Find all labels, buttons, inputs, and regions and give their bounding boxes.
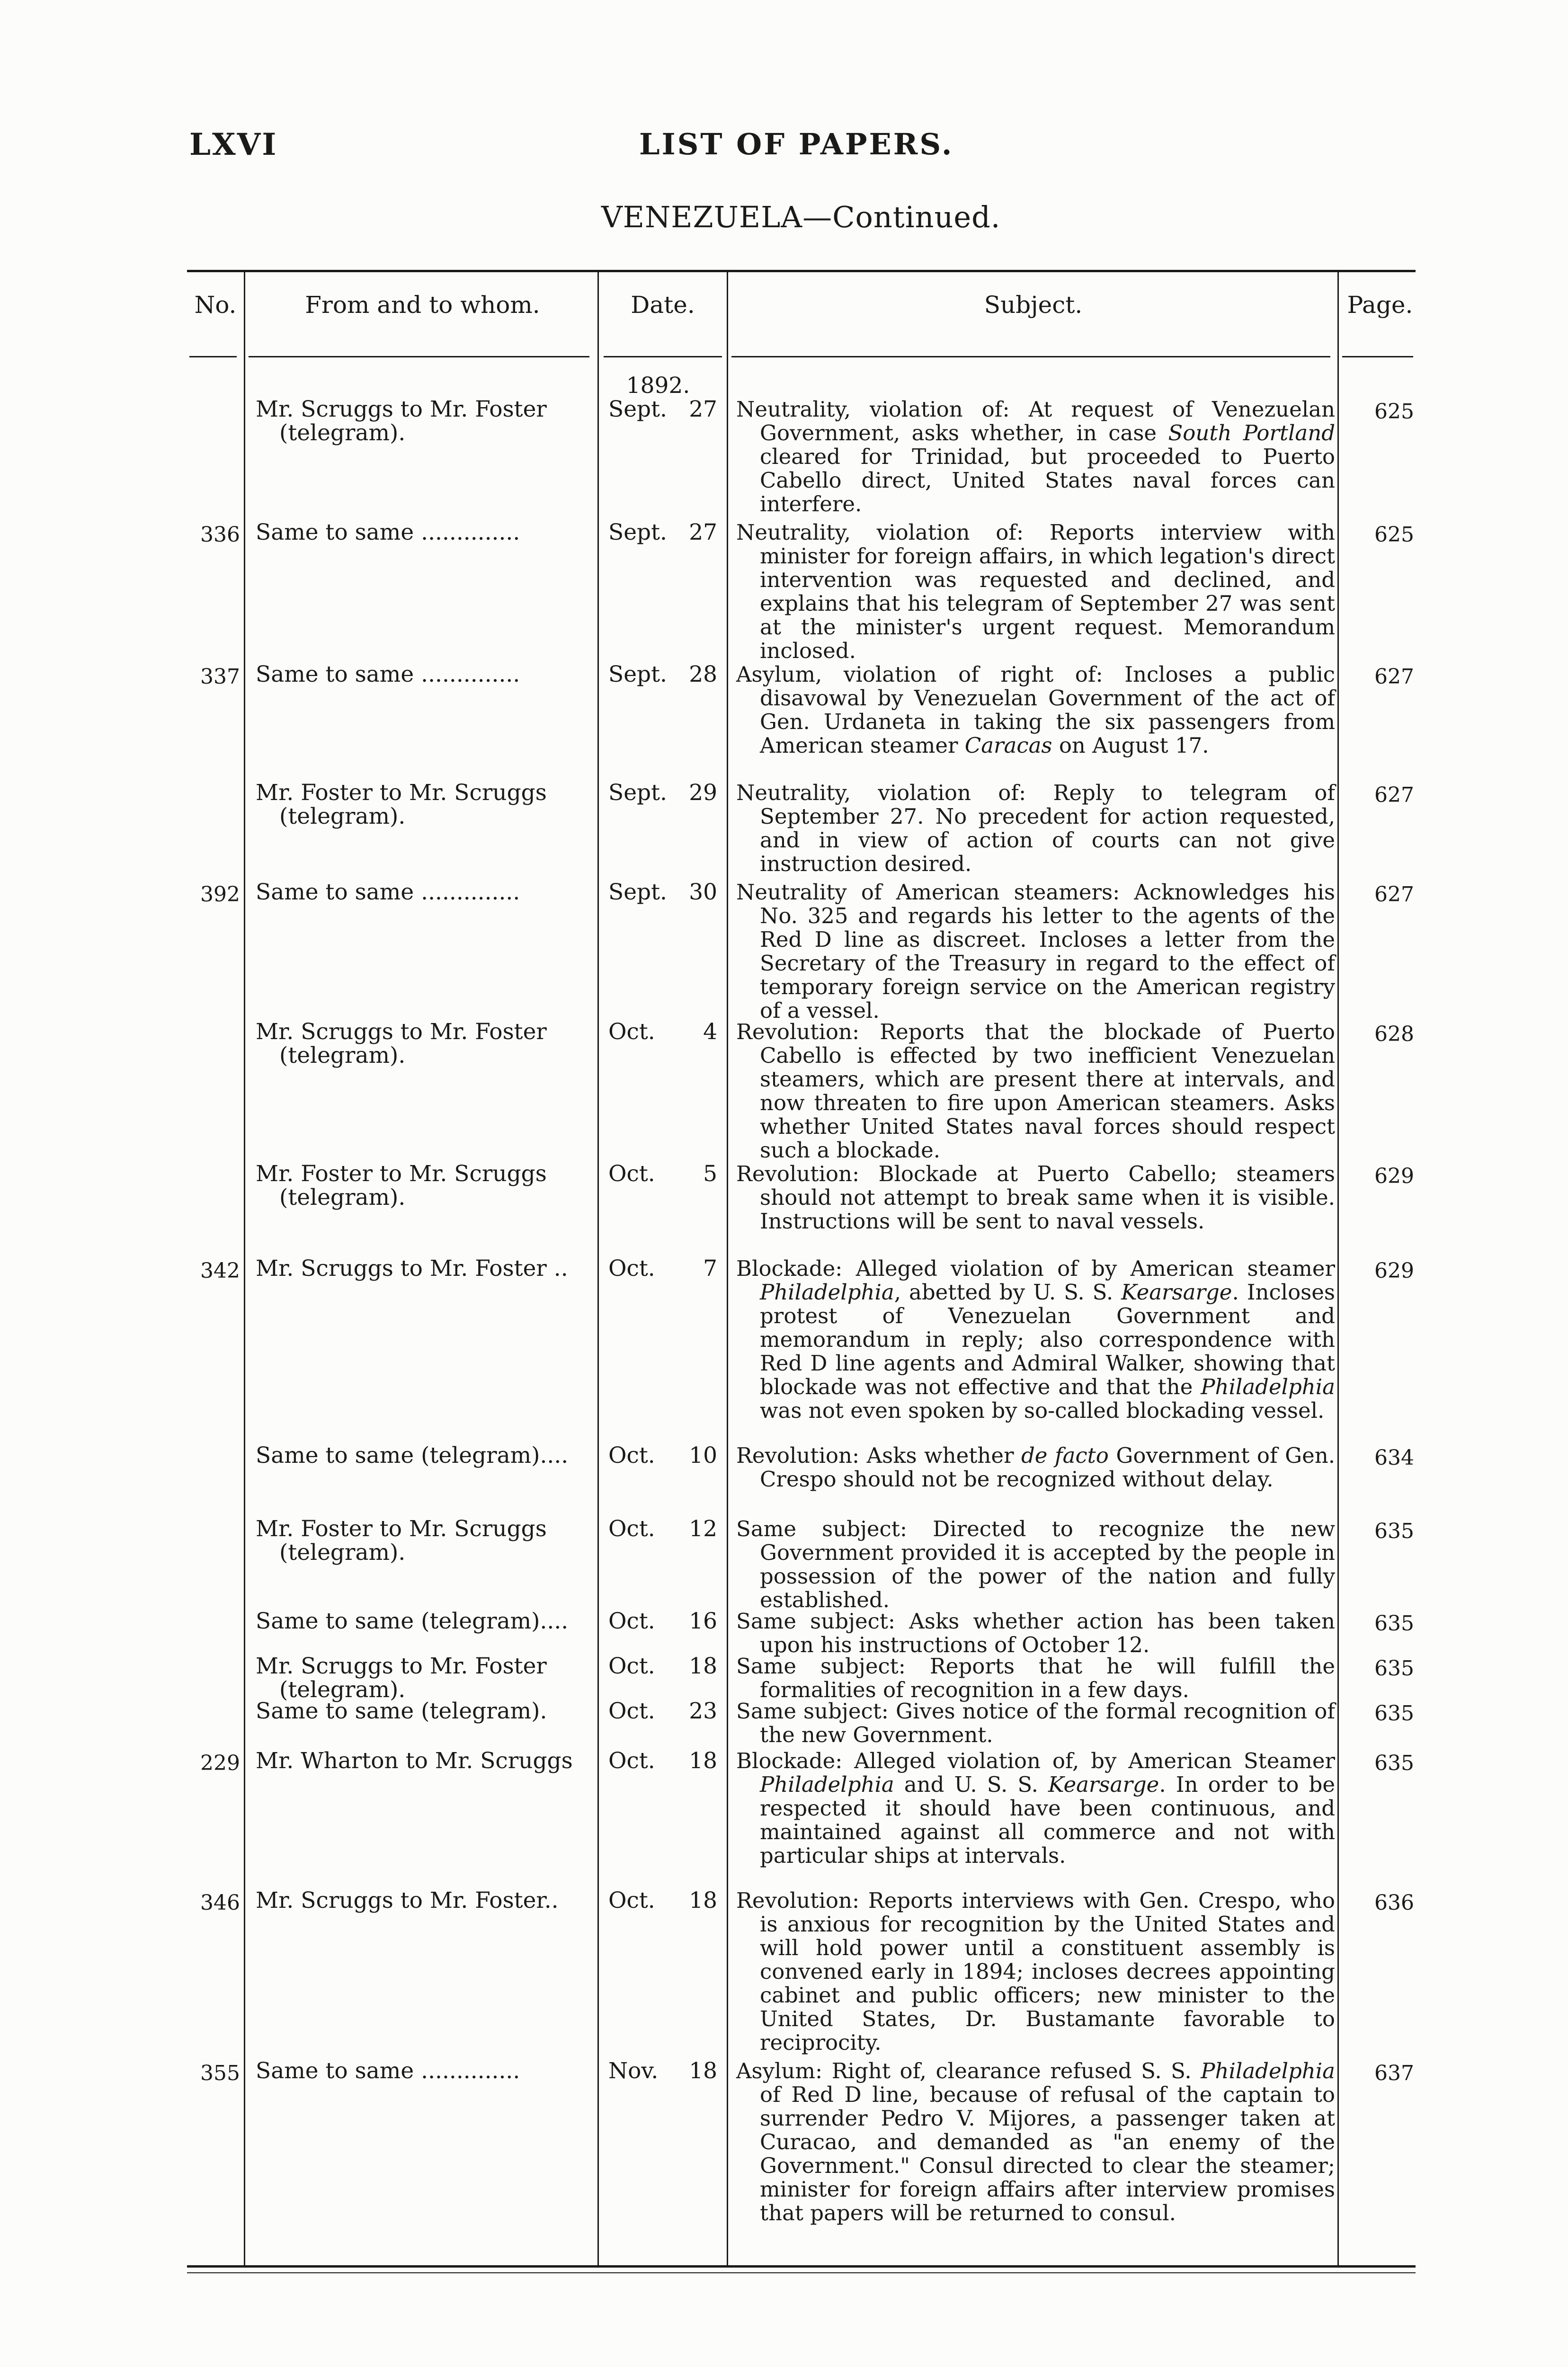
date-day: 16 (689, 1608, 717, 1634)
subject-text: Asylum: Right of, clearance refused S. S. Philadelphia of Red D line, because of refusal of the captain to surrender Pedro V. Mijores, a passenger taken at Curacao, and demanded as "an enemy of the Government." Consul directed to clear the steamer; minister for foreign affairs after interview promises that papers will be returned to consul. (736, 2058, 1335, 2225)
date-month: Sept. (608, 396, 667, 422)
from-line: Mr. Foster to Mr. Scruggs (256, 780, 547, 806)
from-to-whom (256, 1162, 587, 1210)
date-month: Oct. (608, 1019, 655, 1045)
from-line: Mr. Foster to Mr. Scruggs (256, 1516, 547, 1542)
from-line: Same to same .............. (256, 879, 520, 905)
page-number: 627 (1374, 665, 1414, 689)
page-number: 635 (1374, 1611, 1414, 1636)
from-to-whom (256, 2059, 587, 2083)
date-cell (608, 1700, 717, 1723)
from-to-whom (256, 663, 587, 686)
date-cell (608, 663, 717, 686)
from-line: Mr. Scruggs to Mr. Foster (256, 1019, 547, 1045)
from-to-whom (256, 1020, 587, 1068)
page-title: LIST OF PAPERS. (639, 127, 954, 161)
from-to-whom (256, 1257, 587, 1281)
date-month: Oct. (608, 1516, 655, 1542)
column-header-date: Date. (631, 291, 695, 319)
page-number: 627 (1374, 882, 1414, 907)
date-cell (608, 374, 717, 421)
column-header-from: From and to whom. (305, 291, 540, 319)
from-line: Same to same .............. (256, 661, 520, 687)
date-month: Nov. (608, 2058, 659, 2084)
column-header-no: No. (194, 291, 237, 319)
date-month: Oct. (608, 1887, 655, 1913)
from-to-whom (256, 398, 587, 445)
date-cell (608, 781, 717, 805)
date-cell (608, 2059, 717, 2083)
row-number: 337 (200, 665, 240, 689)
from-to-whom (256, 1700, 587, 1723)
from-to-whom (256, 1749, 587, 1773)
date-day: 27 (689, 396, 717, 422)
subject-text: Asylum, violation of right of: Incloses a public disavowal by Venezuelan Government of the act of Gen. Urdaneta in taking the six passengers from American steamer Caracas on August 17. (736, 662, 1335, 758)
page-number: 629 (1374, 1259, 1414, 1283)
from-line: (telegram). (279, 1042, 406, 1068)
page-number: 634 (1374, 1446, 1414, 1470)
from-to-whom (256, 1610, 587, 1633)
date-cell (608, 1444, 717, 1468)
subject-text: Revolution: Blockade at Puerto Cabello; steamers should not attempt to break same when it is visible. Instructions will be sent to naval vessels. (736, 1161, 1335, 1234)
date-day: 12 (689, 1516, 717, 1542)
page-number: 625 (1374, 523, 1414, 547)
subject-text: Neutrality, violation of: Reports interview with minister for foreign affairs, in which legation's direct intervention was requested and declined, and explains that his telegram of September 27 was sent at the minister's urgent request. Memorandum inclosed. (736, 520, 1335, 663)
from-line: Same to same (telegram).... (256, 1442, 569, 1468)
date-day: 18 (689, 1748, 717, 1774)
from-line: (telegram). (279, 1539, 406, 1566)
row-number: 336 (200, 523, 240, 547)
date-cell (608, 1655, 717, 1678)
page-number: 637 (1374, 2061, 1414, 2085)
date-day: 18 (689, 1653, 717, 1679)
page-number: 629 (1374, 1164, 1414, 1188)
row-number: 229 (200, 1751, 240, 1775)
date-cell (608, 881, 717, 904)
date-year: 1892. (626, 373, 690, 399)
from-line: Same to same .............. (256, 519, 520, 545)
subject-text: Same subject: Reports that he will fulfill the formalities of recognition in a few days. (736, 1654, 1335, 1702)
date-month: Sept. (608, 780, 667, 806)
date-month: Sept. (608, 879, 667, 905)
date-cell (608, 1162, 717, 1186)
from-line: Mr. Foster to Mr. Scruggs (256, 1161, 547, 1187)
subject-text: Same subject: Gives notice of the formal recognition of the new Government. (736, 1699, 1335, 1747)
subject-text: Same subject: Asks whether action has been taken upon his instructions of October 12. (736, 1609, 1335, 1657)
date-cell (608, 1517, 717, 1541)
page-number-roman: LXVI (189, 127, 278, 162)
from-to-whom (256, 521, 587, 544)
date-day: 29 (689, 780, 717, 806)
subject-text: Revolution: Reports that the blockade of Puerto Cabello is effected by two inefficient Venezuelan steamers, which are present there at intervals, and now threaten to fire upon American steamers. Asks whether United States naval forces should respect such a blockade. (736, 1019, 1335, 1163)
date-cell (608, 1020, 717, 1044)
from-line: Mr. Scruggs to Mr. Foster (256, 396, 547, 422)
date-month: Oct. (608, 1748, 655, 1774)
date-cell (608, 1610, 717, 1633)
from-to-whom (256, 1444, 587, 1468)
subject-text: Same subject: Directed to recognize the new Government provided it is accepted by the people in possession of the power of the nation and fully established. (736, 1516, 1335, 1612)
from-line: Mr. Scruggs to Mr. Foster .. (256, 1255, 568, 1281)
date-day: 10 (689, 1442, 717, 1468)
column-header-page: Page. (1347, 291, 1413, 319)
date-month: Oct. (608, 1698, 655, 1724)
from-line: Same to same .............. (256, 2058, 520, 2084)
subject-text: Blockade: Alleged violation of by American steamer Philadelphia, abetted by U. S. S. Kearsarge. Incloses protest of Venezuelan Government and memorandum in reply; also correspondence with Red D line agents and Admiral Walker, showing that blockade was not effective and that the Philadelphia was not even spoken by so-called blockading vessel. (736, 1256, 1335, 1423)
date-day: 18 (689, 2058, 717, 2084)
subject-text: Revolution: Asks whether de facto Government of Gen. Crespo should not be recognized without delay. (736, 1443, 1335, 1492)
page-number: 635 (1374, 1751, 1414, 1775)
from-line: Same to same (telegram). (256, 1698, 547, 1724)
date-cell (608, 1889, 717, 1913)
page-number: 635 (1374, 1519, 1414, 1543)
page-number: 627 (1374, 783, 1414, 807)
from-line: Mr. Wharton to Mr. Scruggs (256, 1748, 573, 1774)
date-cell (608, 1749, 717, 1773)
from-to-whom (256, 1889, 587, 1913)
date-month: Oct. (608, 1161, 655, 1187)
date-month: Oct. (608, 1608, 655, 1634)
page-number: 635 (1374, 1701, 1414, 1726)
date-cell (608, 521, 717, 544)
page-number: 625 (1374, 400, 1414, 424)
from-line: Mr. Scruggs to Mr. Foster.. (256, 1887, 559, 1913)
from-line: (telegram). (279, 1184, 406, 1210)
row-number: 355 (200, 2061, 240, 2085)
date-cell (608, 1257, 717, 1281)
date-month: Oct. (608, 1255, 655, 1281)
date-month: Oct. (608, 1442, 655, 1468)
subject-text: Blockade: Alleged violation of, by American Steamer Philadelphia and U. S. S. Kearsarge. In order to be respected it should have been continuous, and maintained against all commerce and not with particular ships at intervals. (736, 1748, 1335, 1868)
subject-text: Neutrality of American steamers: Acknowledges his No. 325 and regards his letter to the agents of the Red D line as discreet. Incloses a letter from the Secretary of the Treasury in regard to the effect of temporary foreign service on the American registry of a vessel. (736, 880, 1335, 1023)
row-number: 346 (200, 1891, 240, 1915)
from-line: (telegram). (279, 1677, 406, 1703)
from-to-whom (256, 881, 587, 904)
page-number: 635 (1374, 1656, 1414, 1681)
from-line: (telegram). (279, 420, 406, 446)
row-number: 342 (200, 1259, 240, 1283)
date-day: 7 (703, 1255, 717, 1281)
date-day: 23 (689, 1698, 717, 1724)
date-month: Sept. (608, 661, 667, 687)
from-line: (telegram). (279, 803, 406, 829)
subject-text: Neutrality, violation of: At request of Venezuelan Government, asks whether, in case South Portland cleared for Trinidad, but proceeded to Puerto Cabello direct, United States naval forces can interfere. (736, 397, 1336, 516)
date-day: 27 (689, 519, 717, 545)
from-to-whom (256, 781, 587, 828)
from-line: Same to same (telegram).... (256, 1608, 569, 1634)
row-number: 392 (200, 882, 240, 907)
date-day: 4 (703, 1019, 717, 1045)
date-day: 18 (689, 1887, 717, 1913)
date-day: 28 (689, 661, 717, 687)
from-line: Mr. Scruggs to Mr. Foster (256, 1653, 547, 1679)
date-day: 30 (689, 879, 717, 905)
date-month: Oct. (608, 1653, 655, 1679)
date-day: 5 (703, 1161, 717, 1187)
section-subtitle: VENEZUELA—Continued. (601, 200, 1001, 234)
from-to-whom (256, 1655, 587, 1702)
date-month: Sept. (608, 519, 667, 545)
subject-text: Revolution: Reports interviews with Gen. Crespo, who is anxious for recognition by the United States and will hold power until a constituent assembly is convened early in 1894; incloses decrees appointing cabinet and public officers; new minister to the United States, Dr. Bustamante favorable to reciprocity. (736, 1888, 1335, 2055)
from-to-whom (256, 1517, 587, 1565)
page-number: 628 (1374, 1022, 1414, 1046)
subject-text: Neutrality, violation of: Reply to telegram of September 27. No precedent for action requested, and in view of action of courts can not give instruction desired. (736, 780, 1335, 876)
column-header-subject: Subject. (984, 291, 1083, 319)
page-number: 636 (1374, 1891, 1414, 1915)
